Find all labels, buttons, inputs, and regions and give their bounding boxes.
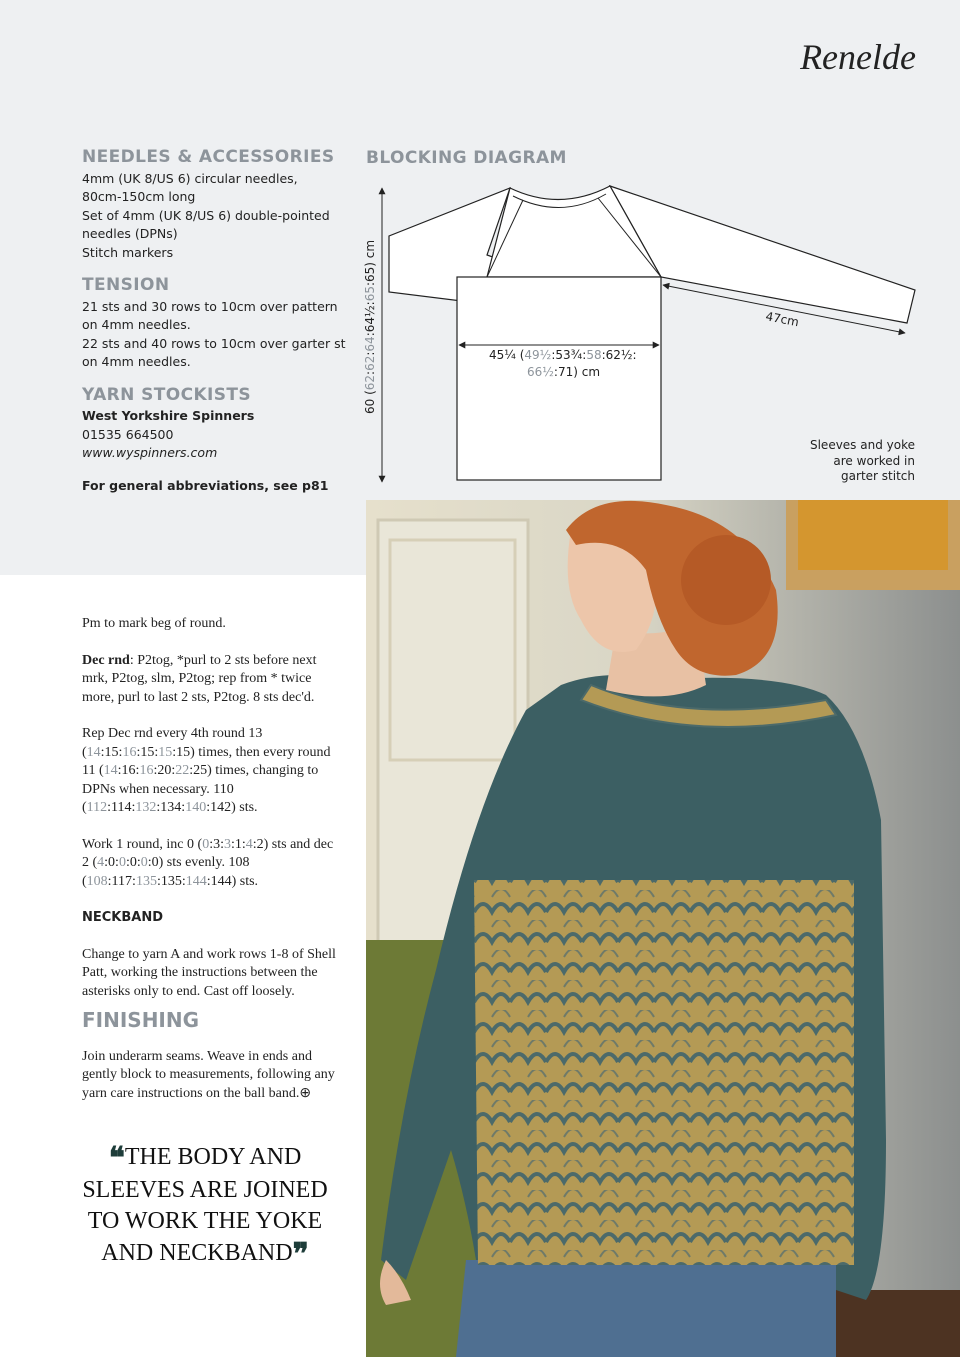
instruction-text: :15: [136,744,159,760]
tension-line: 21 sts and 30 rows to 10cm over pattern [82,298,338,314]
instruction-text: Rep Dec rnd every 4th round 13 ( [82,726,263,760]
close-quote-icon: ❞ [292,1236,309,1272]
sweater-model-photo [366,500,960,1357]
size-figure-alt: 0 [118,855,126,870]
instruction-text: :15) times, then every round 11 ( [82,744,331,778]
tension-line: on 4mm needles. [82,317,191,332]
instruction-text: :1: [230,836,246,852]
size-figure-alt: 144 [185,873,207,889]
size-figure-alt: 14 [86,744,101,760]
size-figure-alt: 15 [158,744,173,760]
instruction-text: :117: [107,873,136,889]
dec-round-paragraph: Dec rnd: P2tog, *purl to 2 sts before next mrk, P2tog, slm, P2tog; rep from * twice more, purl to last 2 sts, P2tog. 8 sts dec'd. [82,652,317,705]
instruction-text: :114: [107,800,136,815]
tension-heading: TENSION [82,275,170,295]
instruction-text: :0) sts evenly. 108 ( [82,855,250,889]
size-figure-alt: 140 [185,800,207,815]
neckband-text: Change to yarn A and work rows 1-8 of Shell Patt, working the instructions between the asterisks only to end. Cast off loosely. [82,946,336,999]
size-figure-alt: 3 [223,836,231,852]
sweater-shell-panel [474,880,854,1265]
size-figure-alt: 22 [175,763,190,778]
instruction-text: Work 1 round, inc 0 ( [82,836,203,852]
needles-heading: NEEDLES & ACCESSORIES [82,147,335,167]
needles-line: needles (DPNs) [82,226,178,241]
yarn-heading: YARN STOCKISTS [82,384,252,405]
instruction-text: :25) times, changing to DPNs when necessary. 110 ( [82,763,319,815]
instruction-text: :142) sts. [206,800,258,815]
open-quote-icon: ❝ [108,1141,125,1176]
end-mark-icon: ⊕ [299,1085,312,1101]
size-figure-alt: 112 [86,800,108,815]
size-figure-alt: 16 [139,763,154,778]
size-figure-alt: 135 [135,873,157,889]
size-figure-alt: 132 [135,800,157,815]
size-figure-alt: 16 [122,744,137,760]
neckband-heading: NECKBAND [82,910,164,925]
size-figure-alt: 4 [245,836,253,852]
finishing-text: Join underarm seams. Weave in ends and gently block to measurements, following any yarn care instructions on the ball band.⊕ [82,1048,335,1101]
finishing-heading: FINISHING [82,1008,200,1032]
width-measure-label: 45¼ (49½:53¾:58:62½: [489,348,637,362]
garter-stitch-note: Sleeves and yoke are worked in garter stitch [809,438,915,483]
abbreviations-note: For general abbreviations, see p81 [82,477,329,493]
jeans [456,1260,836,1357]
instruction-text: :20: [153,763,176,778]
yarn-stockist-name: West Yorkshire Spinners [82,408,255,423]
size-figure-alt: 108 [86,873,108,889]
tension-line: on 4mm needles. [82,354,191,369]
size-figure-alt: 0 [140,855,148,870]
width-measure-label-line2: 66½:71) cm [527,365,601,379]
pattern-instructions [82,615,342,1121]
needles-line: Set of 4mm (UK 8/US 6) double-pointed [82,207,330,223]
repeat-dec-paragraph [82,725,342,818]
tension-section [82,276,352,372]
size-figure-alt: 4 [97,855,105,870]
length-measure-label: 60 (62:62:64:64½:65:65) cm [363,239,377,414]
pull-quote-text: THE BODY AND SLEEVES ARE JOINED TO WORK THE YOKE AND NECKBAND [82,1144,328,1266]
instruction-text: :144) sts. [206,873,259,889]
instruction-text: :16: [117,763,140,778]
yarn-section [82,386,352,463]
yarn-website-link[interactable]: www.wyspinners.com [82,445,218,460]
pull-quote [82,1142,328,1270]
instruction-text: :135: [156,873,186,889]
instruction-text: :15: [100,744,123,760]
tension-line: 22 sts and 40 rows to 10cm over garter st [82,335,346,351]
sidebar-info [82,148,352,495]
sleeve-measure-label: 47cm [764,309,801,330]
needles-line: 80cm-150cm long [82,189,196,204]
instruction-text: :0: [125,855,141,870]
instruction-text: :134: [156,800,186,815]
work-round-paragraph [82,836,342,892]
needles-line: 4mm (UK 8/US 6) circular needles, [82,170,298,186]
instruction-text: :3: [209,836,224,852]
instruction-paragraph: Pm to mark beg of round. [82,616,226,631]
size-figure-alt: 14 [103,763,118,778]
page-title: Renelde [800,37,916,77]
size-figure-alt: 0 [202,836,210,852]
needles-section [82,148,352,262]
instruction-text: :2) sts and dec 2 ( [82,836,334,870]
instruction-text: :0: [104,855,119,870]
diagram-heading: BLOCKING DIAGRAM [366,148,567,168]
yarn-phone: 01535 664500 [82,426,174,442]
needles-line: Stitch markers [82,244,174,260]
